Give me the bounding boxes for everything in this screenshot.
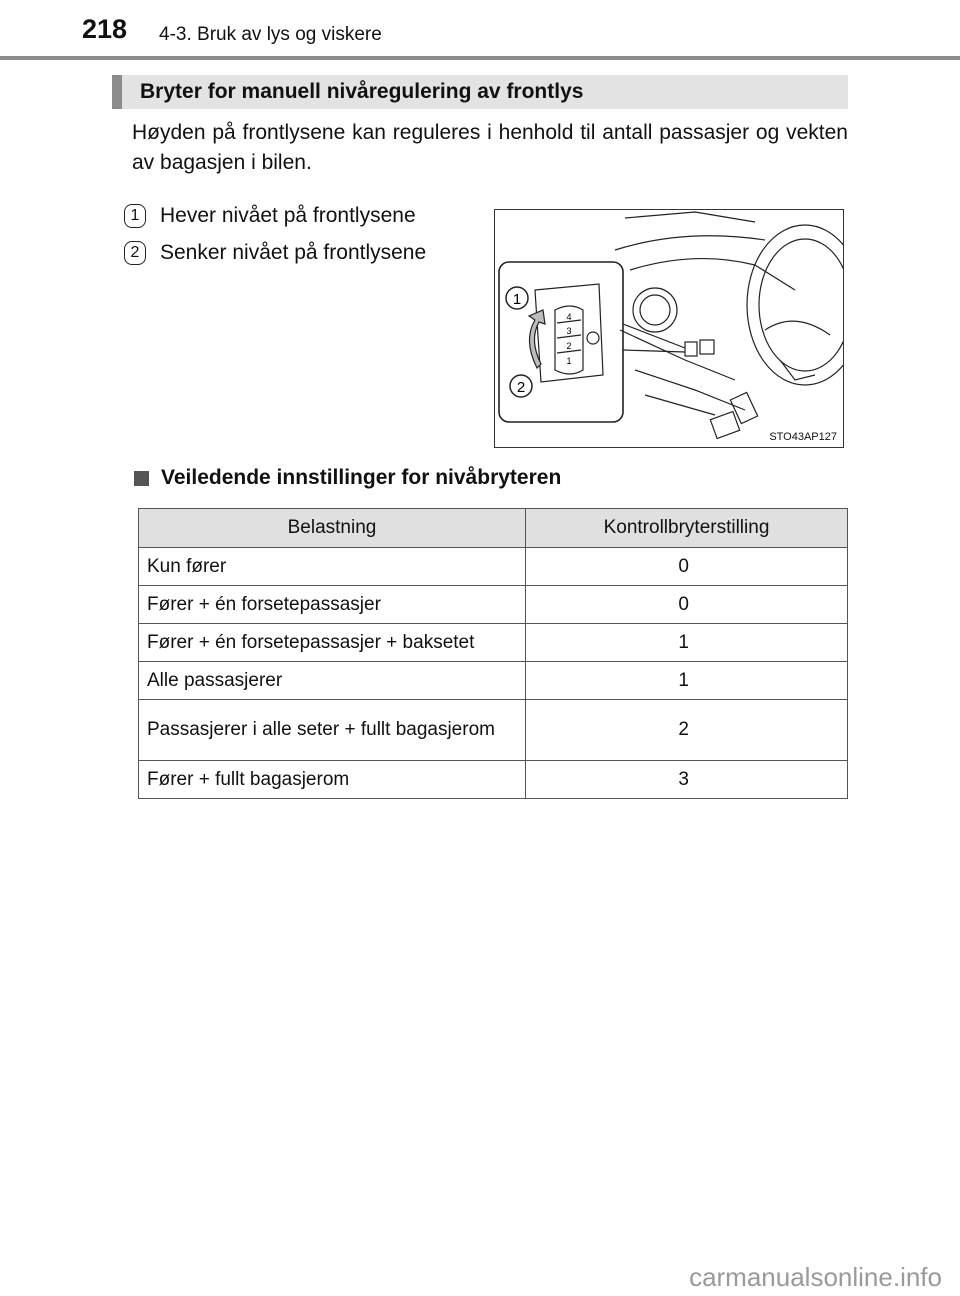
section-label: 4-3. Bruk av lys og viskere (159, 24, 382, 45)
table-header-row (139, 509, 848, 548)
callout-2: 2 (516, 379, 526, 396)
item-text: Senker nivået på frontlysene (160, 241, 427, 264)
leveling-settings-table (138, 508, 848, 799)
setting-cell: 1 (526, 624, 848, 662)
list-item (124, 204, 416, 228)
table-row (139, 624, 848, 662)
square-bullet-icon (134, 471, 149, 486)
column-header-load: Belastning (139, 509, 526, 548)
setting-cell: 3 (526, 761, 848, 799)
callout-1: 1 (512, 291, 522, 308)
load-cell: Passasjerer i alle seter + fullt bagasjerom (139, 700, 526, 761)
load-cell: Alle passasjerer (139, 662, 526, 700)
item-text: Hever nivået på frontlysene (160, 204, 416, 227)
watermark: carmanualsonline.info (689, 1262, 942, 1292)
figure-code: STO43AP127 (769, 431, 837, 443)
subheading-text: Veiledende innstillinger for nivåbryteren (161, 466, 562, 489)
load-cell: Kun fører (139, 548, 526, 586)
table-row (139, 548, 848, 586)
load-cell: Fører + én forsetepassasjer (139, 586, 526, 624)
list-item (124, 241, 426, 265)
item-number-badge: 2 (124, 241, 146, 265)
dashboard-drawing (495, 210, 843, 447)
section-title: Bryter for manuell nivåregulering av frontlys (140, 80, 584, 103)
table-row (139, 662, 848, 700)
table-row (139, 761, 848, 799)
load-cell: Fører + fullt bagasjerom (139, 761, 526, 799)
dial-mark: 4 (566, 312, 572, 322)
page-number: 218 (82, 14, 128, 44)
table-row (139, 586, 848, 624)
dial-mark: 2 (566, 341, 572, 351)
load-cell: Fører + én forsetepassasjer + baksetet (139, 624, 526, 662)
setting-cell: 0 (526, 548, 848, 586)
headlight-leveling-illustration (494, 209, 844, 448)
dial-mark: 1 (566, 356, 572, 366)
table-row (139, 700, 848, 761)
subheading (134, 466, 561, 490)
dial-mark: 3 (566, 326, 572, 336)
setting-cell: 2 (526, 700, 848, 761)
column-header-setting: Kontrollbryterstilling (526, 509, 848, 548)
intro-paragraph: Høyden på frontlysene kan reguleres i henhold til antall passasjer og vekten av bagasjen i bilen. (132, 121, 848, 174)
header-rule (0, 56, 960, 60)
setting-cell: 1 (526, 662, 848, 700)
item-number-badge: 1 (124, 204, 146, 228)
section-title-bar (112, 75, 848, 109)
setting-cell: 0 (526, 586, 848, 624)
